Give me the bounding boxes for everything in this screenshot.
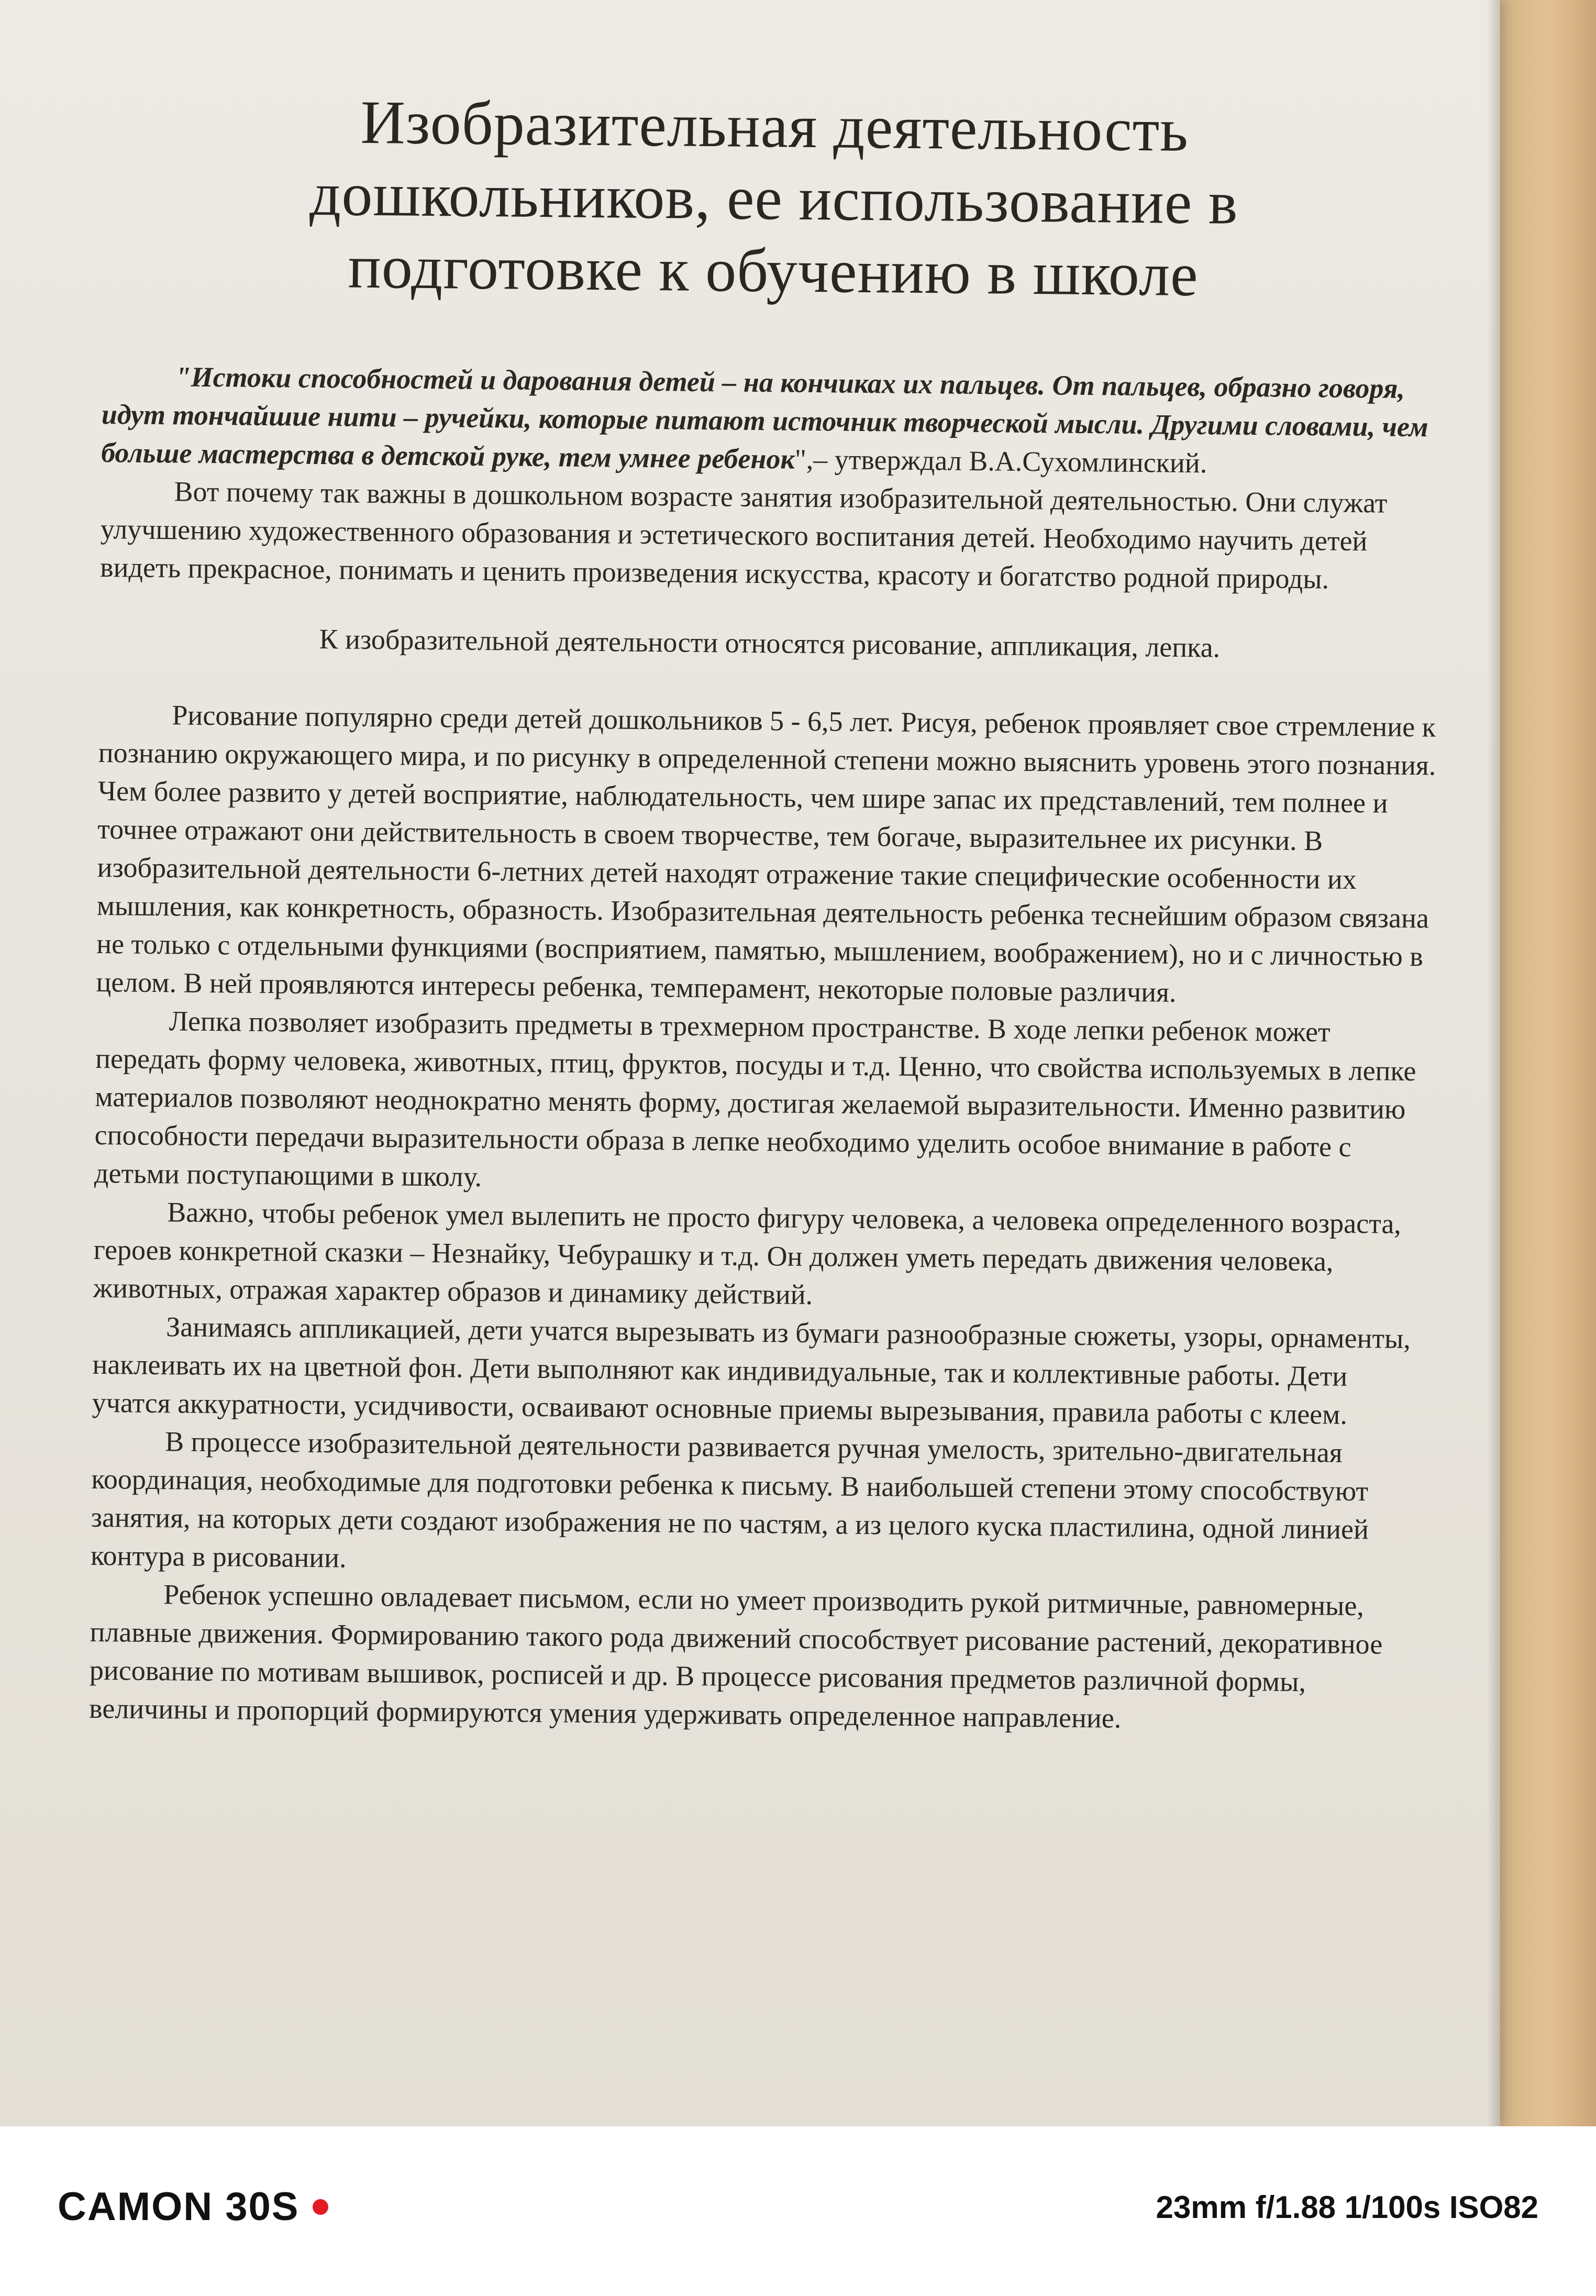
paragraph-applique: Занимаясь аппликацией, дети учатся вырезывать из бумаги разнообразные сюжеты, узоры, орнаменты, наклеивать их на цветной фон. Дети выполняют как индивидуальные, так и коллективные работы. Дети учатся аккуратности, усидчивости, осваивают основные приемы вырезывания, правила работы с клеем.	[92, 1311, 1411, 1430]
paragraph-writing: Ребенок успешно овладевает письмом, если но умеет производить рукой ритмичные, равномерные, плавные движения. Формированию такого рода движений способствует рисование растений, декоративное рисование по мотивам вышивок, росписей и др. В процессе рисования предметов различной формы, величины и пропорций формируются умения удерживать определенное направление.	[88, 1579, 1383, 1734]
paragraph-modeling: Лепка позволяет изобразить предметы в трехмерном пространстве. В ходе лепки ребенок может передать форму человека, животных, птиц, фруктов, посуды и т.д. Ценно, что свойства используемых в лепке материалов позволяют неоднократно менять форму, достигая желаемой выразительности. Именно развитию способности передачи выразительности образа в лепке необходимо уделить особое внимание в работе с детьми поступающими в школу.	[94, 1005, 1416, 1193]
title-line-1: Изобразительная деятельность	[360, 87, 1189, 164]
red-dot-icon	[313, 2199, 328, 2215]
document-title	[103, 84, 1445, 314]
epigraph-paragraph	[101, 357, 1443, 485]
paragraph-motor-skills: В процессе изобразительной деятельности развивается ручная умелость, зрительно-двигательная координация, необходимые для подготовки ребенка к письму. В наибольшей степени этому способствуют занятия, на которых дети создают изображения не по частям, а из целого куска пластилина, одной линией контура в рисовании.	[90, 1426, 1369, 1574]
camera-brand-label: CAMON 30S	[58, 2184, 300, 2229]
camera-specs: 23mm f/1.88 1/100s ISO82	[1156, 2190, 1538, 2225]
title-line-3: подготовке к обучению в школе	[348, 232, 1199, 310]
title-line-2: дошкольников, ее использование в	[309, 159, 1239, 237]
epigraph-attribution: ",– утверждал В.А.Сухомлинский.	[794, 443, 1207, 479]
epigraph-quote: "Истоки способностей и дарования детей – на кончиках их пальцев. От пальцев, образно говоря, идут тончайшие нити – ручейки, которые питают источник творческой мысли. Другими словами, чем больше мастерства в детской руке, тем умнее ребенок	[101, 361, 1428, 475]
document-body	[89, 84, 1445, 1740]
wooden-table-background	[1492, 0, 1596, 2126]
paragraph-types: К изобразительной деятельности относятся рисование, аппликация, лепка.	[319, 623, 1221, 664]
camera-brand	[58, 2184, 328, 2229]
page-edge-shadow	[1487, 0, 1500, 2126]
paragraph-drawing: Рисование популярно среди детей дошкольников 5 - 6,5 лет. Рисуя, ребенок проявляет свое стремление к познанию окружающего мира, и по рисунку в определенной степени можно выяснить уровень этого познания. Чем более развито у детей восприятие, наблюдательность, чем шире запас их представлений, тем полнее и точнее отражают они действительность в своем творчестве, тем богаче, выразительнее их рисунки. В изобразительной деятельности 6-летних детей находят отражение такие специфические особенности их мышления, как конкретность, образность. Изобразительная деятельность ребенка теснейшим образом связана не только с отдельными функциями (восприятием, памятью, мышлением, воображением), но и с личностью в целом. В ней проявляются интересы ребенка, темперамент, некоторые половые различия.	[96, 699, 1436, 1008]
paragraph-intro: Вот почему так важны в дошкольном возрасте занятия изобразительной деятельностью. Они служат улучшению художественного образования и эстетического воспитания детей. Необходимо научить детей видеть прекрасное, понимать и ценить произведения искусства, красоту и богатство родной природы.	[99, 476, 1388, 595]
paragraph-importance: Важно, чтобы ребенок умел вылепить не просто фигуру человека, а человека определенного возраста, героев конкретной сказки – Незнайку, Чебурашку и т.д. Он должен уметь передать движения человека, животных, отражая характер образов и динамику действий.	[93, 1196, 1402, 1311]
